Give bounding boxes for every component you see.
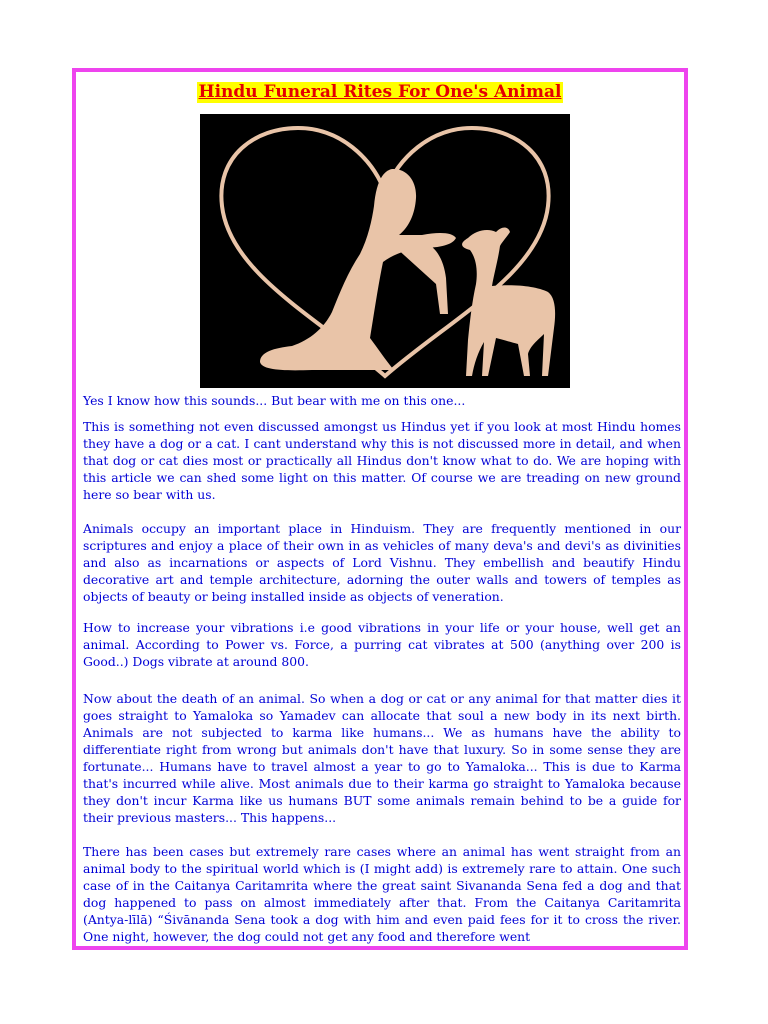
paragraph-death-of-animal: Now about the death of an animal. So when a dog or cat or any animal for that matter dies it goes straight to Yamaloka so Yamadev can allocate that soul a new body in its next birth. Animals are not subjected to karma like humans... We as humans have the ability to differentiate right from wrong but animals don't have that luxury. So in some sense they are fortunate... Humans have to travel almost a year to go to Yamaloka... This is due to Karma that's incurred while alive. Most animals due to their karma go straight to Yamaloka because they don't incur Karma like us humans BUT some animals remain behind to be a guide for their previous masters... This happens... — [83, 691, 681, 825]
paragraph-context: This is something not even discussed amongst us Hindus yet if you look at most Hindu homes they have a dog or a cat. I cant understand why this is not discussed more in detail, and when that dog or cat dies most or practically all Hindus don't know what to do. We are hoping with this article we can shed some light on this matter. Of course we are treading on new ground here so bear with us. — [83, 419, 681, 502]
woman-and-fawn-heart-silhouette-icon — [200, 114, 570, 388]
paragraph-intro: Yes I know how this sounds... But bear with me on this one... — [83, 393, 466, 408]
page-title: Hindu Funeral Rites For One's Animal — [198, 82, 562, 102]
paragraph-vibrations: How to increase your vibrations i.e good vibrations in your life or your house, well get an animal. According to Power vs. Force, a purring cat vibrates at 500 (anything over 200 is Good..) Dogs vibrate at around 800. — [83, 620, 681, 669]
document-page — [72, 68, 688, 950]
paragraph-rare-cases: There has been cases but extremely rare cases where an animal has went straight from an animal body to the spiritual world which is (I might add) is extremely rare to attain. One such case of in the Caitanya Caritamrita where the great saint Sivananda Sena fed a dog and that dog happened to pass on almost immediately after that. From the Caitanya Caritamrita (Antya-līlā) “Śivānanda Sena took a dog with him and even paid fees for it to cross the river. One night, however, the dog could not get any food and therefore went — [83, 844, 681, 944]
title-container — [76, 82, 684, 103]
paragraph-animals-in-hinduism: Animals occupy an important place in Hinduism. They are frequently mentioned in our scriptures and enjoy a place of their own in as vehicles of many deva's and devi's as divinities and also as incarnations or aspects of Lord Vishnu. They embellish and beautify Hindu decorative art and temple architecture, adorning the outer walls and towers of temples as objects of beauty or being installed inside as objects of veneration. — [83, 521, 681, 604]
